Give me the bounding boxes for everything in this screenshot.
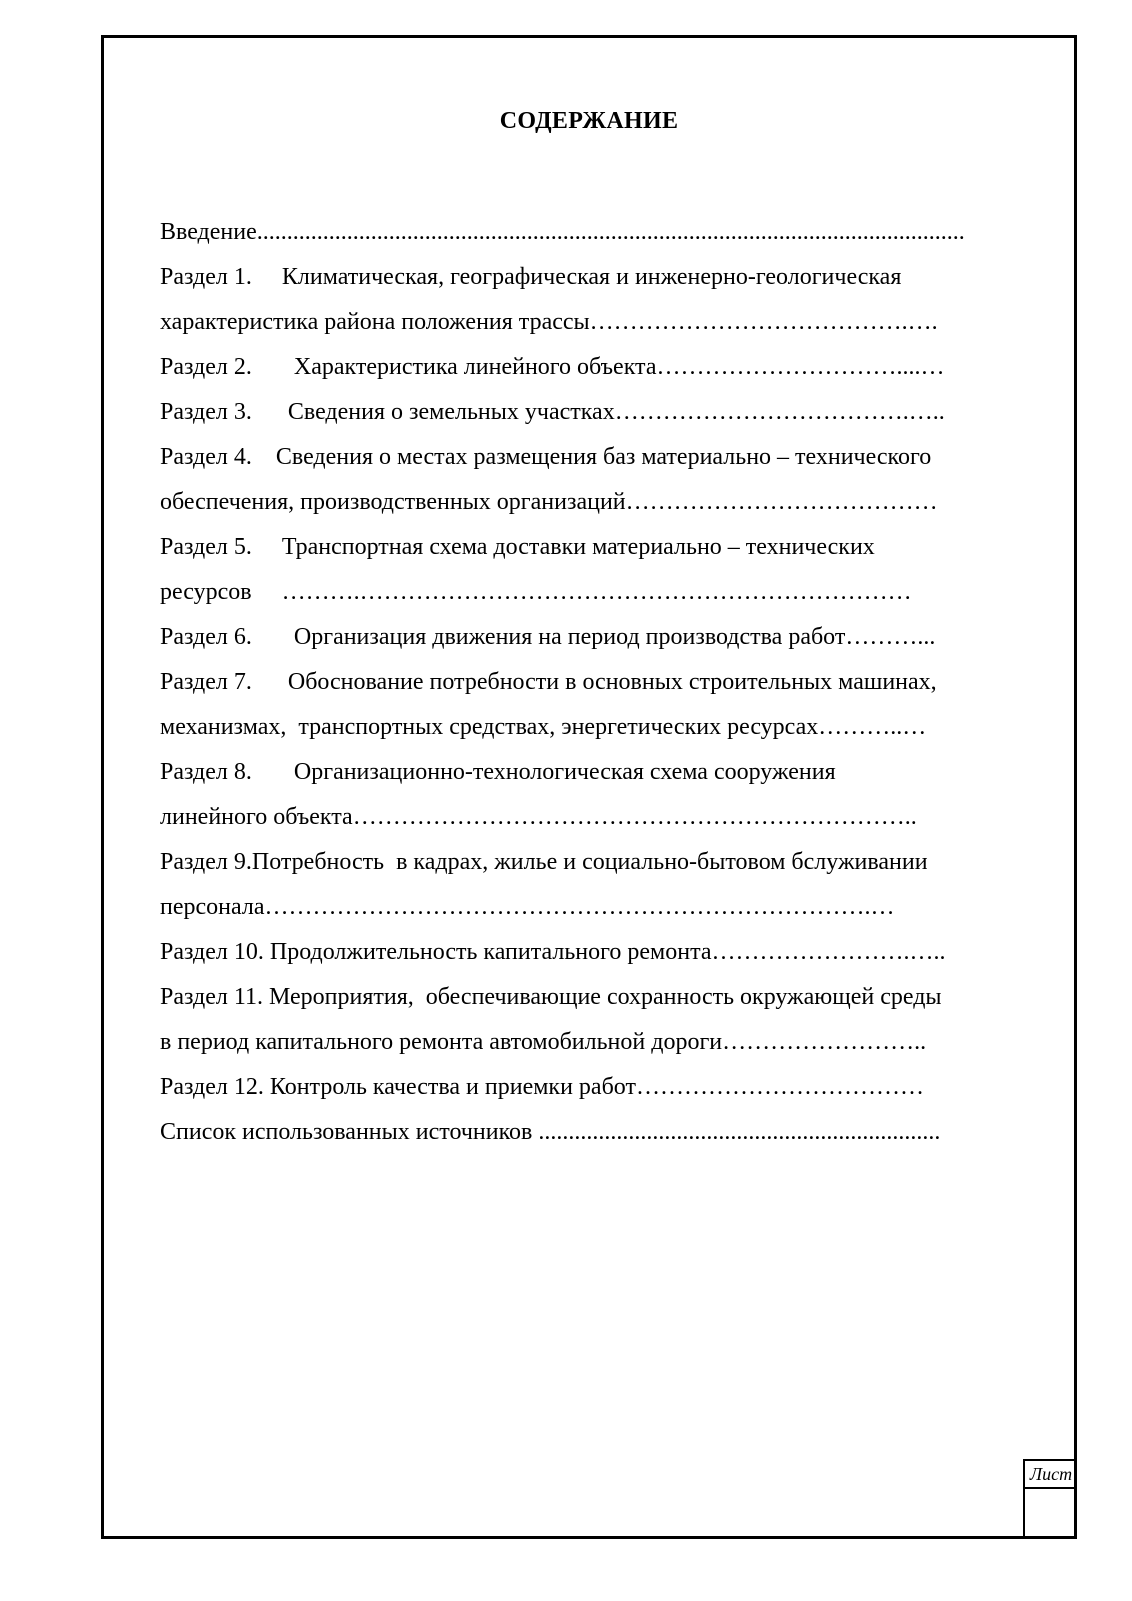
toc-line: Раздел 7. Обоснование потребности в основных строительных машинах,	[160, 669, 937, 695]
toc-line: Раздел 6. Организация движения на период производства работ………...	[160, 624, 936, 650]
toc-line: Раздел 2. Характеристика линейного объекта…………………………....…	[160, 354, 945, 380]
toc-line: Введение......................................................................................................................	[160, 219, 965, 245]
toc-line: обеспечения, производственных организаций…………………………………	[160, 489, 938, 515]
toc-line: механизмах, транспортных средствах, энергетических ресурсах………..…	[160, 714, 927, 740]
toc-line: Раздел 8. Организационно-технологическая схема сооружения	[160, 759, 836, 785]
sheet-stamp	[1023, 1459, 1077, 1539]
toc-line: Раздел 4. Сведения о местах размещения баз материально – технического	[160, 444, 932, 470]
table-of-contents	[160, 210, 1030, 1155]
toc-line: характеристика района положения трассы………………………………….….	[160, 309, 938, 335]
toc-line: в период капитального ремонта автомобильной дороги……………………..	[160, 1029, 927, 1055]
toc-line: Раздел 10. Продолжительность капитального ремонта…………………….…..	[160, 939, 946, 965]
toc-line: Раздел 1. Климатическая, географическая и инженерно-геологическая	[160, 264, 902, 290]
toc-line: Раздел 5. Транспортная схема доставки материально – технических	[160, 534, 875, 560]
document-title: СОДЕРЖАНИЕ	[499, 108, 679, 134]
sheet-label: Лист	[1025, 1461, 1077, 1489]
toc-line: Раздел 12. Контроль качества и приемки работ………………………………	[160, 1074, 924, 1100]
toc-line: Список использованных источников ...................................................................	[160, 1119, 941, 1145]
toc-line: персонала………………………………………………………………….…	[160, 894, 895, 920]
toc-line: линейного объекта……………………………………………………………..	[160, 804, 917, 830]
toc-line: ресурсов ……….……………………………………………………………	[160, 579, 912, 605]
toc-line: Раздел 3. Сведения о земельных участках……………………………….…..	[160, 399, 945, 425]
toc-line: Раздел 9.Потребность в кадрах, жилье и социально-бытовом бслуживании	[160, 849, 928, 875]
toc-line: Раздел 11. Мероприятия, обеспечивающие сохранность окружающей среды	[160, 984, 942, 1010]
